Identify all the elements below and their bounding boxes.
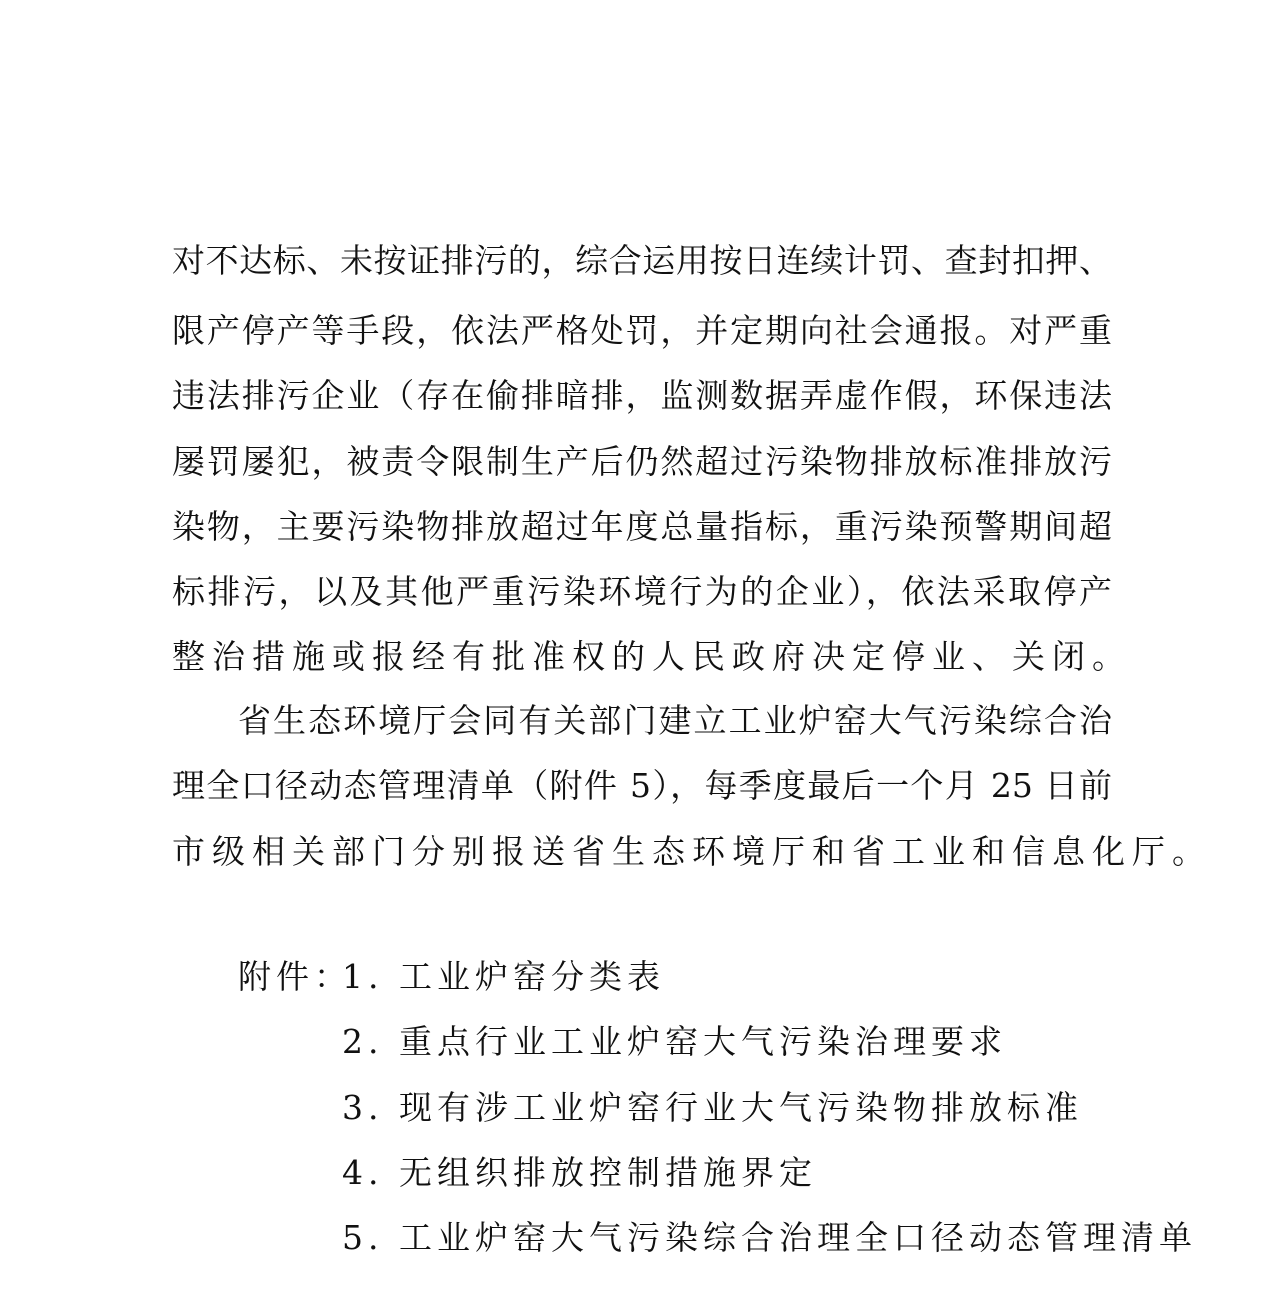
text-line: 省生态环境厅会同有关部门建立工业炉窑大气污染综合治 (238, 701, 1112, 740)
text-line: 标排污，以及其他严重污染环境行为的企业），依法采取停产 (172, 572, 1112, 611)
text-line: 屡罚屡犯，被责令限制生产后仍然超过污染物排放标准排放污 (172, 442, 1112, 481)
text-line: 整治措施或报经有批准权的人民政府决定停业、关闭。 (172, 637, 1132, 676)
attachment-item: 5. 工业炉窑大气污染综合治理全口径动态管理清单 (342, 1218, 1197, 1257)
text-line: 对不达标、未按证排污的，综合运用按日连续计罚、查封扣押、 (172, 241, 1112, 280)
attachment-item: 3. 现有涉工业炉窑行业大气污染物排放标准 (342, 1088, 1083, 1127)
attachment-item: 1. 工业炉窑分类表 (342, 957, 665, 996)
attachment-item: 4. 无组织排放控制措施界定 (342, 1153, 817, 1192)
text-line: 违法排污企业（存在偷排暗排，监测数据弄虚作假，环保违法 (172, 376, 1112, 415)
text-line: 限产停产等手段，依法严格处罚，并定期向社会通报。对严重 (172, 311, 1112, 350)
text-line: 染物，主要污染物排放超过年度总量指标，重污染预警期间超 (172, 507, 1112, 546)
text-line: 理全口径动态管理清单（附件 5），每季度最后一个月 25 日前 (172, 766, 1112, 805)
attachment-item: 2. 重点行业工业炉窑大气污染治理要求 (342, 1022, 1007, 1061)
attachments-label: 附件： (238, 957, 352, 996)
text-line: 市级相关部门分别报送省生态环境厅和省工业和信息化厅。 (172, 832, 1212, 871)
